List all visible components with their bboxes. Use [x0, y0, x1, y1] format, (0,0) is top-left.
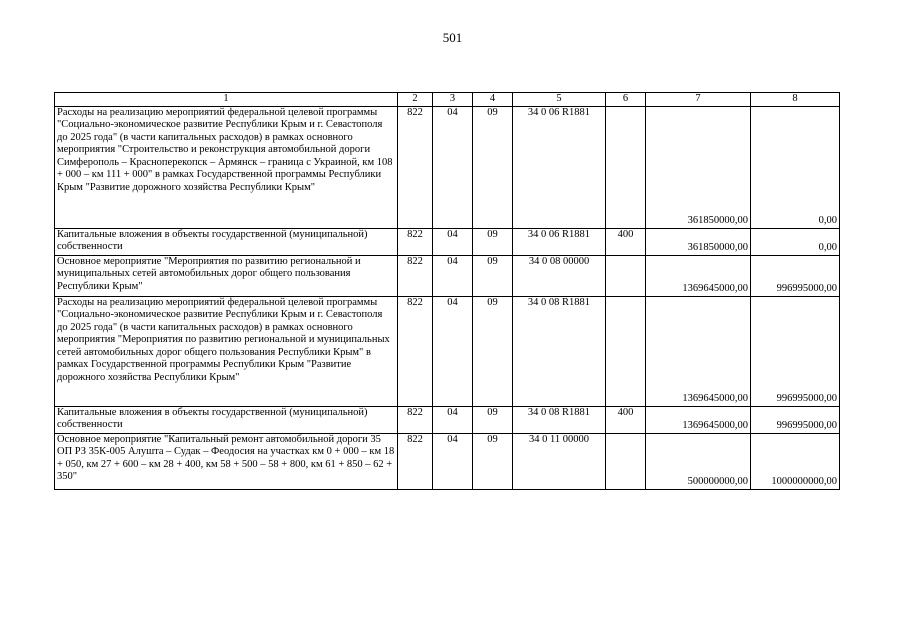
cell-section: 04 — [433, 228, 473, 255]
row-name: Основное мероприятие "Мероприятия по развитию региональной и муниципальных сетей автомобильных дорог общего пользования Республики Крым" — [55, 255, 398, 296]
column-header: 8 — [751, 93, 840, 107]
table-row — [55, 406, 840, 433]
cell-section: 04 — [433, 106, 473, 228]
column-header: 6 — [606, 93, 646, 107]
cell-subsection: 09 — [473, 296, 513, 406]
cell-amount-year2: 0,00 — [751, 228, 840, 255]
cell-expense-type — [606, 255, 646, 296]
table-row — [55, 106, 840, 228]
cell-subsection: 09 — [473, 106, 513, 228]
cell-amount-year2: 1000000000,00 — [751, 433, 840, 489]
row-name: Капитальные вложения в объекты государственной (муниципальной) собственности — [55, 406, 398, 433]
cell-ministry-code: 822 — [398, 296, 433, 406]
cell-subsection: 09 — [473, 406, 513, 433]
cell-amount-year1: 1369645000,00 — [646, 296, 751, 406]
column-header: 5 — [513, 93, 606, 107]
table-row — [55, 296, 840, 406]
cell-ministry-code: 822 — [398, 228, 433, 255]
cell-expense-type — [606, 106, 646, 228]
table-row — [55, 433, 840, 489]
cell-amount-year2: 996995000,00 — [751, 255, 840, 296]
cell-expense-type — [606, 296, 646, 406]
cell-section: 04 — [433, 406, 473, 433]
cell-amount-year2: 996995000,00 — [751, 296, 840, 406]
cell-subsection: 09 — [473, 255, 513, 296]
cell-amount-year1: 361850000,00 — [646, 106, 751, 228]
cell-target-article: 34 0 06 R1881 — [513, 106, 606, 228]
cell-target-article: 34 0 08 00000 — [513, 255, 606, 296]
column-header: 1 — [55, 93, 398, 107]
cell-expense-type — [606, 433, 646, 489]
row-name: Расходы на реализацию мероприятий федеральной целевой программы "Социально-экономическое развитие Республики Крым и г. Севастополя до 2025 года" (в части капитальных расходов) в рамках основного мероприятия "Строительство и реконструкция автомобильной дороги Симферополь – Красноперекопск – Армянск – граница с Украиной, км 108 + 000 – км 111 + 000" в рамках Государственной программы Республики Крым "Развитие дорожного хозяйства Республики Крым" — [55, 106, 398, 228]
column-header: 2 — [398, 93, 433, 107]
cell-amount-year1: 1369645000,00 — [646, 406, 751, 433]
cell-ministry-code: 822 — [398, 255, 433, 296]
cell-target-article: 34 0 08 R1881 — [513, 296, 606, 406]
cell-ministry-code: 822 — [398, 433, 433, 489]
column-header: 4 — [473, 93, 513, 107]
row-name: Капитальные вложения в объекты государственной (муниципальной) собственности — [55, 228, 398, 255]
cell-amount-year2: 996995000,00 — [751, 406, 840, 433]
row-name: Расходы на реализацию мероприятий федеральной целевой программы "Социально-экономическое развитие Республики Крым и г. Севастополя до 2025 года" (в части капитальных расходов) в рамках основного мероприятия "Мероприятия по развитию региональной и муниципальных сетей автомобильных дорог общего пользования Республики Крым" в рамках Государственной программы Республики Крым "Развитие дорожного хозяйства Республики Крым" — [55, 296, 398, 406]
cell-section: 04 — [433, 433, 473, 489]
cell-expense-type: 400 — [606, 406, 646, 433]
row-name: Основное мероприятие "Капитальный ремонт автомобильной дороги 35 ОП РЗ 35К-005 Алушта – Судак – Феодосия на участках км 0 + 000 – км 18 + 050, км 27 + 600 – км 28 + 400, км 58 + 500 – 58 + 800, км 61 + 850 – 62 + 350" — [55, 433, 398, 489]
cell-ministry-code: 822 — [398, 406, 433, 433]
cell-subsection: 09 — [473, 228, 513, 255]
cell-target-article: 34 0 11 00000 — [513, 433, 606, 489]
cell-section: 04 — [433, 296, 473, 406]
table-row — [55, 228, 840, 255]
cell-subsection: 09 — [473, 433, 513, 489]
cell-amount-year1: 500000000,00 — [646, 433, 751, 489]
cell-amount-year1: 1369645000,00 — [646, 255, 751, 296]
cell-target-article: 34 0 08 R1881 — [513, 406, 606, 433]
column-header-row — [55, 93, 840, 107]
cell-amount-year1: 361850000,00 — [646, 228, 751, 255]
cell-ministry-code: 822 — [398, 106, 433, 228]
cell-section: 04 — [433, 255, 473, 296]
cell-amount-year2: 0,00 — [751, 106, 840, 228]
cell-expense-type: 400 — [606, 228, 646, 255]
page-number: 501 — [442, 30, 463, 45]
budget-table — [54, 92, 840, 490]
column-header: 7 — [646, 93, 751, 107]
cell-target-article: 34 0 06 R1881 — [513, 228, 606, 255]
table-row — [55, 255, 840, 296]
column-header: 3 — [433, 93, 473, 107]
